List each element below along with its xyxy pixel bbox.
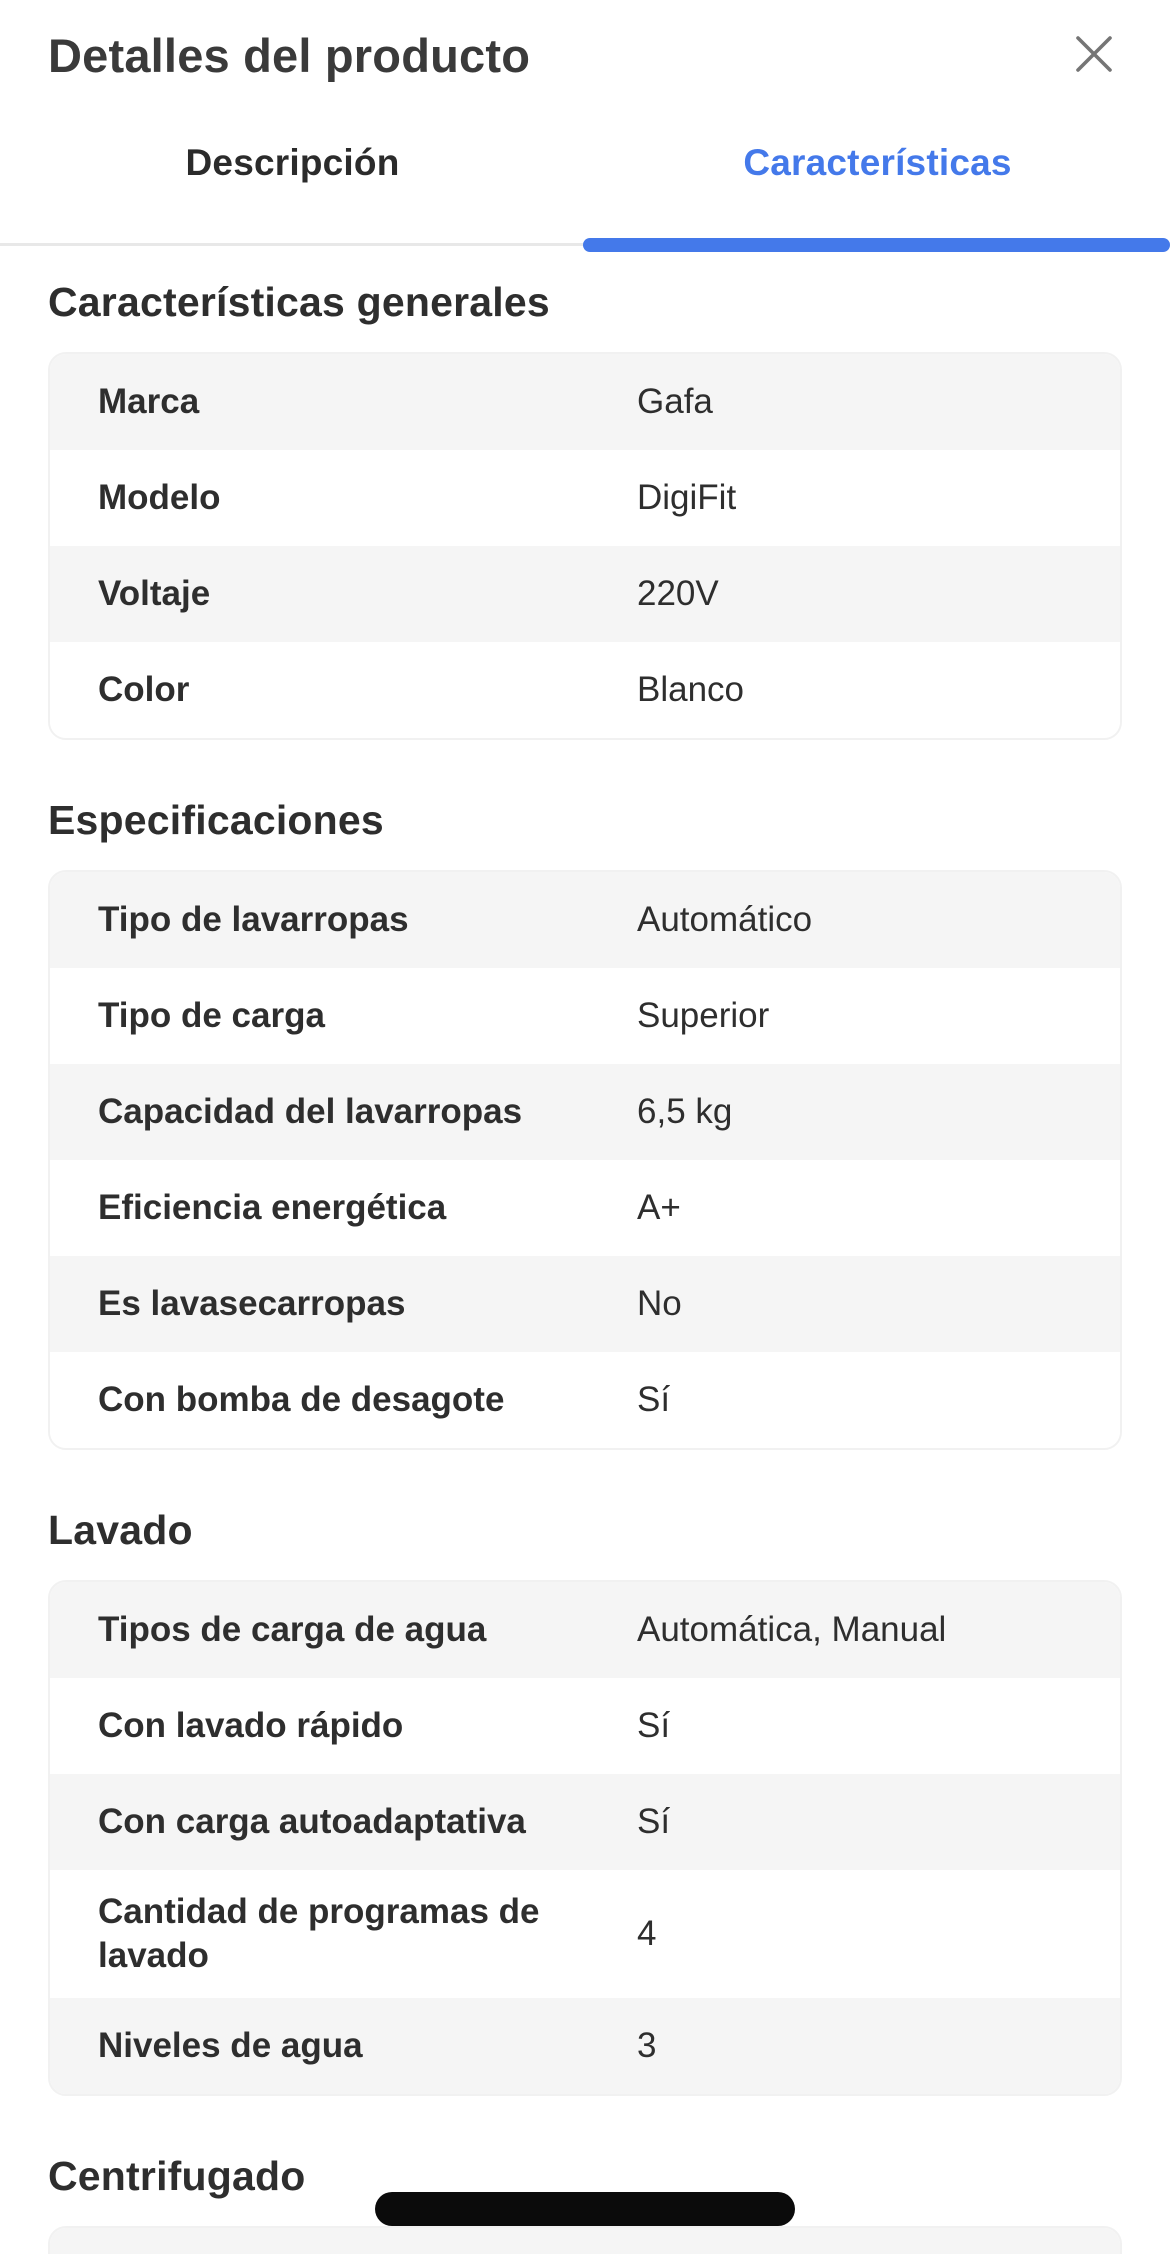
spec-row [50,1352,1120,1448]
page-title: Detalles del producto [48,29,531,82]
spec-value: Superior [637,996,770,1035]
close-button[interactable] [1066,26,1122,82]
spec-value: Automática, Manual [637,1610,947,1649]
spec-label: Tipo de lavarropas [98,900,409,939]
spec-value: Automático [637,900,813,939]
spec-row [50,2228,1120,2254]
section-heading: Lavado [48,1507,193,1553]
spec-row [50,546,1120,642]
tab-caracteristicas[interactable]: Características [743,142,1012,183]
spec-label: Con bomba de desagote [98,1380,505,1419]
spec-value: 3 [637,2026,657,2065]
home-indicator[interactable] [375,2192,795,2226]
spec-value: Sí [637,1802,671,1841]
spec-label: Niveles de agua [98,2026,363,2065]
spec-table [48,1580,1122,2096]
spec-section [48,278,1122,740]
spec-value: A+ [637,1188,681,1227]
spec-row [50,1064,1120,1160]
spec-table [48,352,1122,740]
spec-section [48,796,1122,1450]
section-heading: Características generales [48,279,550,325]
spec-row [50,1998,1120,2094]
spec-value: Gafa [637,382,713,421]
spec-table [48,2226,1122,2254]
spec-value: Sí [637,1380,671,1419]
spec-label: Con lavado rápido [98,1706,404,1745]
spec-row [50,642,1120,738]
modal-header [0,0,1170,82]
spec-label: Eficiencia energética [98,1188,447,1227]
spec-label: Con carga autoadaptativa [98,1802,526,1841]
spec-row [50,1774,1120,1870]
spec-value: 220V [637,574,719,613]
spec-value: No [637,1284,682,1323]
spec-label: Es lavasecarropas [98,1284,406,1323]
spec-row [50,1160,1120,1256]
spec-value: Sí [637,1706,671,1745]
spec-value: Blanco [637,670,745,709]
spec-label: Voltaje [98,574,211,613]
spec-row [50,872,1120,968]
spec-label: Marca [98,382,200,421]
tab-bar [0,122,1170,252]
sections [0,278,1170,2254]
spec-label: Cantidad de programas de lavado [98,1892,540,1975]
spec-label: Tipo de carga [98,996,325,1035]
spec-row [50,450,1120,546]
spec-label: Color [98,670,190,709]
section-heading: Centrifugado [48,2153,306,2199]
close-icon [1072,32,1116,76]
spec-value: DigiFit [637,478,737,517]
spec-row [50,1870,1120,1998]
spec-value: 4 [637,1914,657,1953]
section-heading: Especificaciones [48,797,384,843]
active-tab-indicator [583,238,1170,252]
spec-row [50,1678,1120,1774]
spec-value: 6,5 kg [637,1092,733,1131]
spec-label: Capacidad del lavarropas [98,1092,523,1131]
spec-row [50,1256,1120,1352]
spec-row [50,354,1120,450]
spec-section [48,1506,1122,2096]
tab-descripcion[interactable]: Descripción [185,142,400,183]
spec-row [50,968,1120,1064]
spec-label: Tipos de carga de agua [98,1610,487,1649]
spec-table [48,870,1122,1450]
spec-label: Modelo [98,478,221,517]
spec-row [50,1582,1120,1678]
